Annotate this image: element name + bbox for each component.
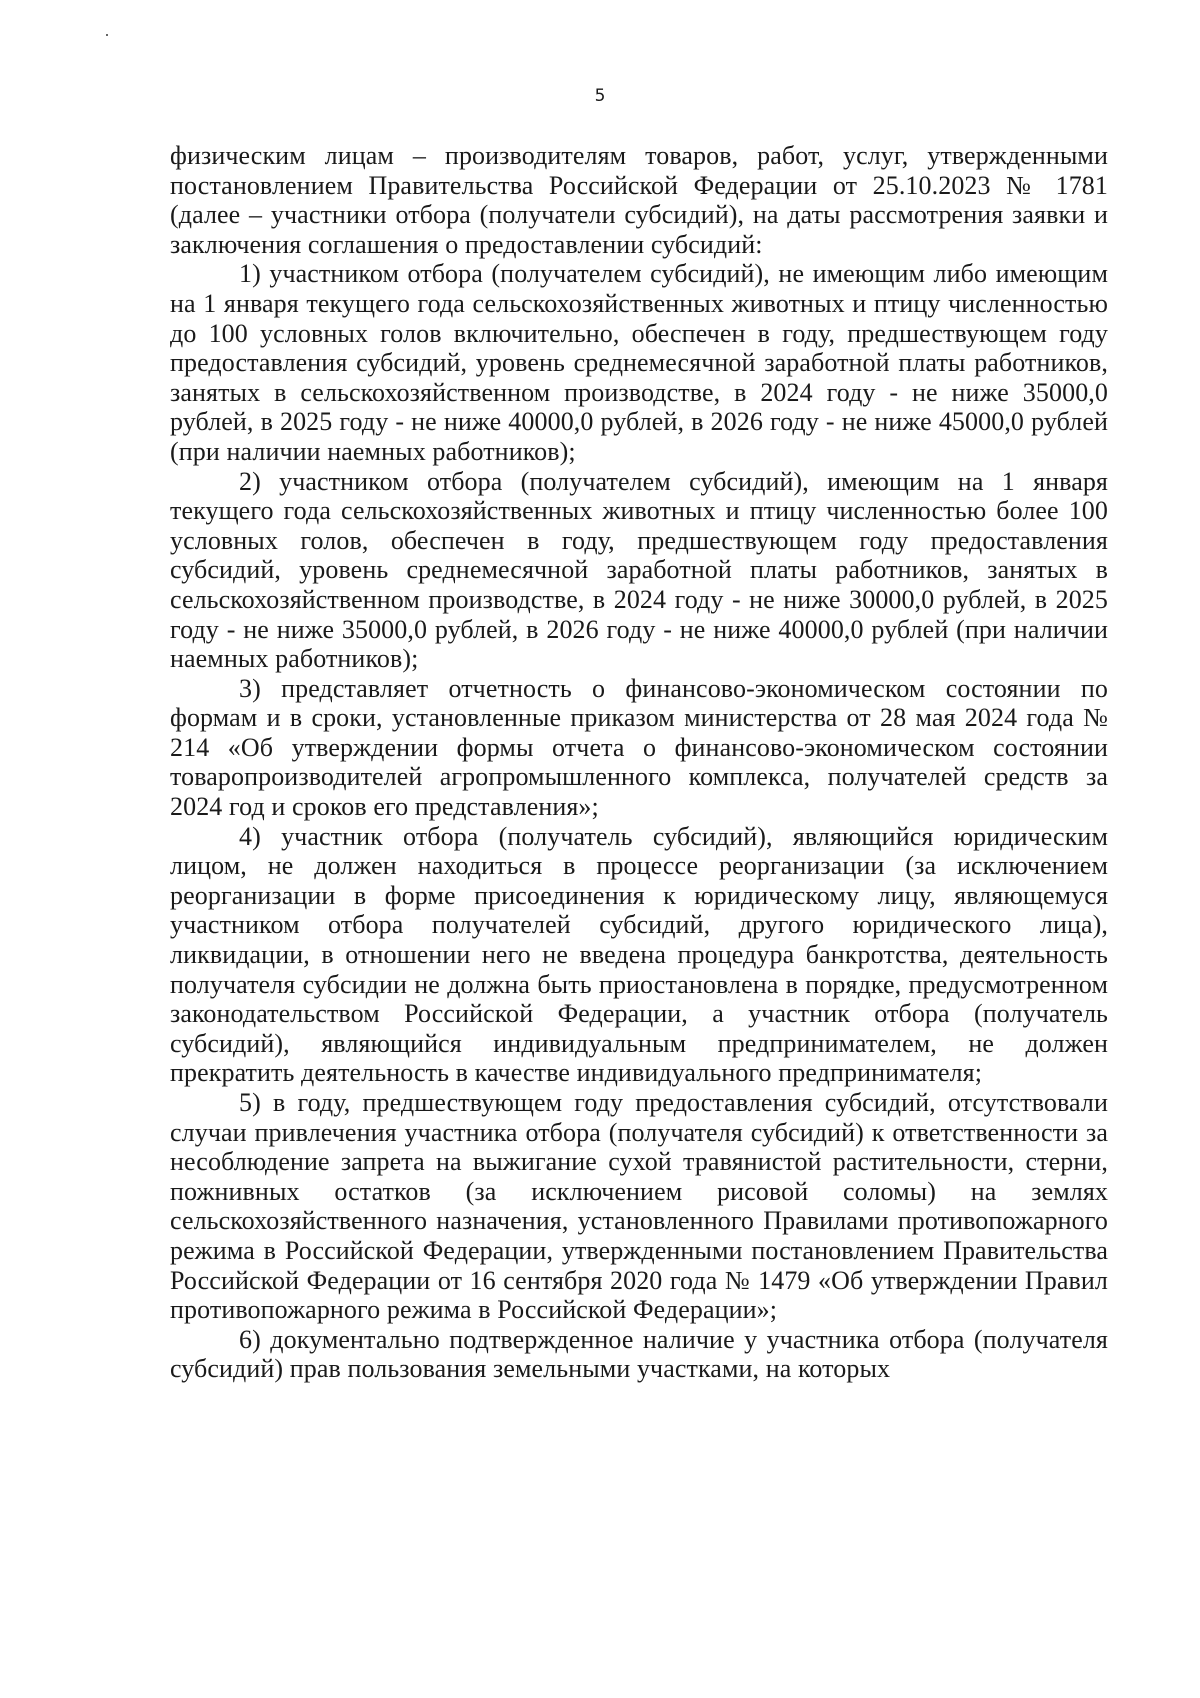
paragraph-item-4: 4) участник отбора (получатель субсидий), являющийся юридическим лицом, не должен находиться в процессе реорганизации (за исключением реорганизации в форме присоединения к юридическому лицу, являющемуся участником отбора получателей субсидий, другого юридического лица), ликвидации, в отношении него не введена процедура банкротства, деятельность получателя субсидии не должна быть приостановлена в порядке, предусмотренном законодательством Российской Федерации, а участник отбора (получатель субсидий), являющийся индивидуальным предпринимателем, не должен прекратить деятельность в качестве индивидуального предпринимателя;	[170, 821, 1108, 1088]
paragraph-item-5: 5) в году, предшествующем году предоставления субсидий, отсутствовали случаи привлечения участника отбора (получателя субсидий) к ответственности за несоблюдение запрета на выжигание сухой травянистой растительности, стерни, пожнивных остатков (за исключением рисовой соломы) на землях сельскохозяйственного назначения, установленного Правилами противопожарного режима в Российской Федерации, утвержденными постановлением Правительства Российской Федерации от 16 сентября 2020 года № 1479 «Об утверждении Правил противопожарного режима в Российской Федерации»;	[170, 1088, 1108, 1325]
paragraph-item-2: 2) участником отбора (получателем субсидий), имеющим на 1 января текущего года сельскохозяйственных животных и птицу численностью более 100 условных голов, обеспечен в году, предшествующем году предоставления субсидий, уровень среднемесячной заработной платы работников, занятых в сельскохозяйственном производстве, в 2024 году - не ниже 30000,0 рублей, в 2025 году - не ниже 35000,0 рублей, в 2026 году - не ниже 40000,0 рублей (при наличии наемных работников);	[170, 466, 1108, 674]
scan-speck	[106, 34, 108, 36]
paragraph-item-3: 3) представляет отчетность о финансово-экономическом состоянии по формам и в сроки, установленные приказом министерства от 28 мая 2024 года № 214 «Об утверждении формы отчета о финансово-экономическом состоянии товаропроизводителей агропромышленного комплекса, получателей средств за 2024 год и сроков его представления»;	[170, 673, 1108, 822]
document-body	[170, 141, 1108, 1384]
paragraph-intro: физическим лицам – производителям товаров, работ, услуг, утвержденными постановлением Правительства Российской Федерации от 25.10.2023 № 1781 (далее – участники отбора (получатели субсидий), на даты рассмотрения заявки и заключения соглашения о предоставлении субсидий:	[170, 141, 1108, 259]
page-number: 5	[594, 86, 606, 106]
paragraph-item-6: 6) документально подтвержденное наличие у участника отбора (получателя субсидий) прав пользования земельными участками, на которых	[170, 1324, 1108, 1384]
paragraph-item-1: 1) участником отбора (получателем субсидий), не имеющим либо имеющим на 1 января текущего года сельскохозяйственных животных и птицу численностью до 100 условных голов включительно, обеспечен в году, предшествующем году предоставления субсидий, уровень среднемесячной заработной платы работников, занятых в сельскохозяйственном производстве, в 2024 году - не ниже 35000,0 рублей, в 2025 году - не ниже 40000,0 рублей, в 2026 году - не ниже 45000,0 рублей (при наличии наемных работников);	[170, 259, 1108, 466]
